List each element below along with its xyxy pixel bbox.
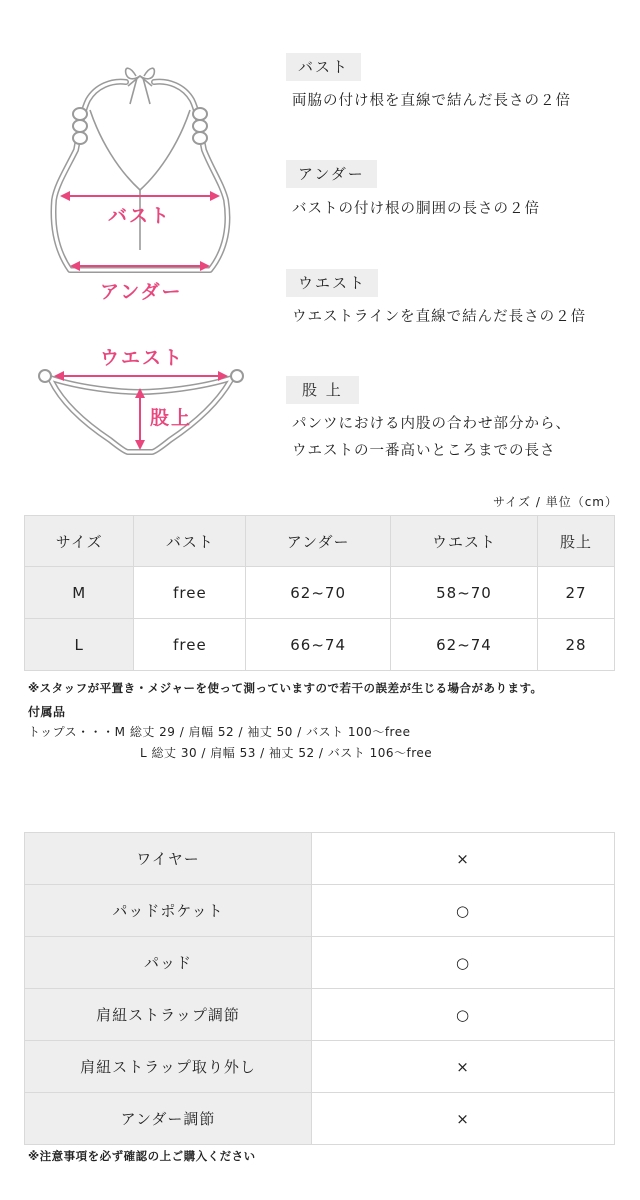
size-table-header-row <box>25 516 615 567</box>
table-row <box>25 619 615 671</box>
table-row <box>25 567 615 619</box>
strap-beads <box>73 108 207 144</box>
measure-note: ※スタッフが平置き・メジャーを使って測っていますので若干の誤差が生じる場合があります。 <box>28 681 543 695</box>
feature-label: アンダー調節 <box>25 1093 312 1145</box>
header-size: サイズ <box>25 516 134 567</box>
cell: 62~70 <box>246 567 391 619</box>
feature-mark: ○ <box>312 989 615 1041</box>
under-diagram-label: アンダー <box>100 281 183 303</box>
rise-description-line1: パンツにおける内股の合わせ部分から、 <box>292 416 571 432</box>
feature-mark: × <box>312 1093 615 1145</box>
size-table <box>24 515 615 671</box>
cell: 28 <box>538 619 615 671</box>
table-row <box>25 1041 615 1093</box>
accessory-line-l: L 総丈 30 / 肩幅 53 / 袖丈 52 / バスト 106〜free <box>140 746 433 760</box>
size-m: M <box>25 567 134 619</box>
rise-diagram-label: 股上 <box>150 407 193 429</box>
feature-mark: × <box>312 833 615 885</box>
swimsuit-diagram <box>0 0 280 480</box>
unit-note: サイズ / 単位（cm） <box>493 495 618 509</box>
cell: 58~70 <box>390 567 537 619</box>
table-row <box>25 1093 615 1145</box>
table-row <box>25 885 615 937</box>
cell: 66~74 <box>246 619 391 671</box>
waist-diagram-label: ウエスト <box>100 347 185 369</box>
cell: free <box>134 567 246 619</box>
feature-label: ワイヤー <box>25 833 312 885</box>
footer-note: ※注意事項を必ず確認の上ご購入ください <box>28 1149 256 1163</box>
accessory-line-m: トップス・・・M 総丈 29 / 肩幅 52 / 袖丈 50 / バスト 100〜free <box>28 725 411 739</box>
feature-label: 肩紐ストラップ取り外し <box>25 1041 312 1093</box>
cell: free <box>134 619 246 671</box>
header-under: アンダー <box>246 516 391 567</box>
feature-label: パッド <box>25 937 312 989</box>
feature-mark: ○ <box>312 885 615 937</box>
feature-label: 肩紐ストラップ調節 <box>25 989 312 1041</box>
table-row <box>25 989 615 1041</box>
bust-description: 両脇の付け根を直線で結んだ長さの２倍 <box>292 93 571 109</box>
rise-term: 股 上 <box>286 376 359 404</box>
waist-arrow <box>54 371 228 381</box>
bust-diagram-label: バスト <box>108 205 172 227</box>
cell: 62~74 <box>390 619 537 671</box>
under-description: バストの付け根の胴囲の長さの２倍 <box>292 201 540 217</box>
header-bust: バスト <box>134 516 246 567</box>
feature-mark: ○ <box>312 937 615 989</box>
accessory-title: 付属品 <box>28 705 66 719</box>
feature-label: パッドポケット <box>25 885 312 937</box>
rise-description-line2: ウエストの一番高いところまでの長さ <box>292 443 556 459</box>
header-waist: ウエスト <box>390 516 537 567</box>
waist-description: ウエストラインを直線で結んだ長さの２倍 <box>292 309 587 325</box>
waist-term: ウエスト <box>286 269 378 297</box>
rise-arrow <box>135 388 145 450</box>
under-term: アンダー <box>286 160 377 188</box>
table-row <box>25 833 615 885</box>
header-rise: 股上 <box>538 516 615 567</box>
feature-mark: × <box>312 1041 615 1093</box>
size-l: L <box>25 619 134 671</box>
feature-table <box>24 832 615 1145</box>
cell: 27 <box>538 567 615 619</box>
table-row <box>25 937 615 989</box>
bust-term: バスト <box>286 53 361 81</box>
